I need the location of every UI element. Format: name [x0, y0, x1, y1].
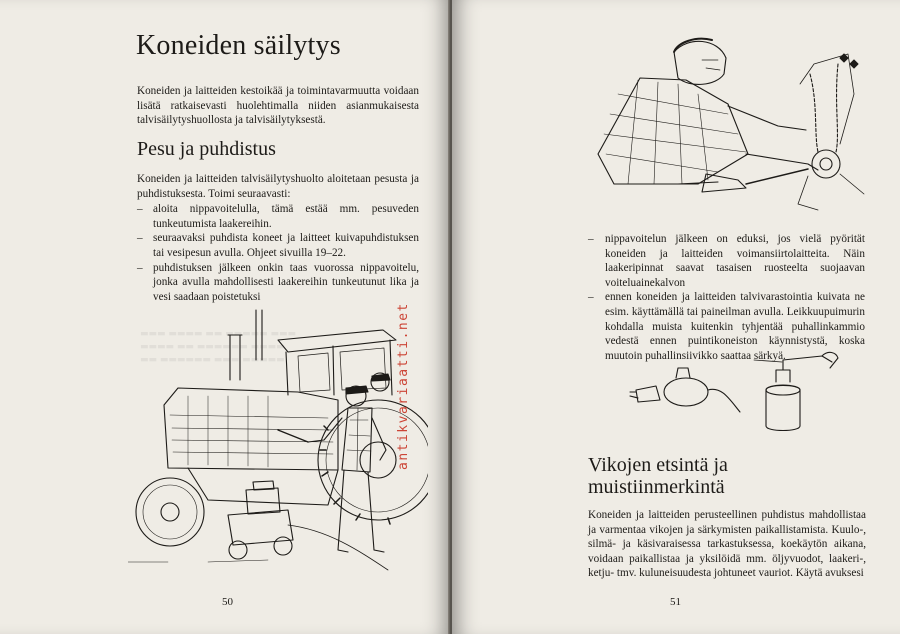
list-item: – ennen koneiden ja laitteiden talvivarastointia kuivata ne esim. käyttämällä tai paineilman avulla. Leikkuupuimurin kohdalla muista kuitenkin tyhjentää puhallinkammio vedestä ennen puintikoneiston käynnistystä, koska muutoin puhallinsiivikko saattaa särkyä.: [588, 290, 865, 363]
section-body-vikojen: Koneiden ja laitteiden perusteellinen puhdistus mahdollistaa ja varmentaa vikojen ja särkymisten paikallistamista. Kuulo-, silmä- ja käsivaraisessa tarkastuksessa, koekäytön aikana, voidaan paikallistaa ja yksilöidä mm. öljyvuodot, laakeri-, ketju- tmv. kuluneisuudesta johtuneet vauriot. Käytä avuksesi: [588, 509, 866, 580]
show-through-text: ▬▬▬ ▬▬▬▬ ▬▬ ▬▬▬▬▬ ▬▬▬ ▬▬▬▬ ▬▬ ▬▬▬▬▬▬ ▬▬▬▬ ▬▬ ▬▬▬▬▬▬ ▬▬▬ ▬▬▬▬▬: [140, 329, 297, 365]
grease-gun-illustration: [626, 360, 746, 420]
oil-can-illustration: [752, 346, 842, 436]
page-number-right: 51: [670, 596, 681, 608]
section-heading-pesu: Pesu ja puhdistus: [137, 138, 276, 160]
section-lead: Koneiden ja laitteiden talvisäilytyshuolto aloitetaan pesusta ja puhdistuksesta. Toimi seuraavasti:: [137, 173, 419, 200]
list-item: – puhdistuksen jälkeen onkin taas vuorossa nippavoitelu, jonka avulla mahdollisesti laakereihin tunkeutunut lika ja vesi saadaan poistetuksi: [137, 261, 419, 305]
list-item: – aloita nippavoitelulla, tämä estää mm. pesuveden tunkeutumista laakereihin.: [137, 202, 419, 231]
mechanic-oiling-illustration: [578, 34, 868, 214]
section-body-pesu: [137, 172, 419, 304]
bullet-list-left: [137, 202, 419, 304]
page-number-left: 50: [222, 596, 233, 608]
list-item: – nippavoitelun jälkeen on eduksi, jos vielä pyörität koneiden ja laitteiden voimansiirtolaitteita. Näin laakeripinnat saavat tasaisen ruosteelta suojaavan voiteluainekalvon: [588, 232, 865, 290]
section-heading-line-2: muistiinmerkintä: [588, 476, 725, 498]
page-title: Koneiden säilytys: [136, 30, 341, 61]
list-item: – seuraavaksi puhdista koneet ja laitteet kuivapuhdistuksen tai vesipesun avulla. Ohjeet sivuilla 19–22.: [137, 231, 419, 260]
section-heading-line-1: Vikojen etsintä ja: [588, 454, 728, 476]
bullet-list-right: [588, 232, 865, 363]
section-heading-vikojen: [588, 454, 838, 498]
tractor-washing-illustration: [128, 300, 428, 580]
intro-paragraph: Koneiden ja laitteiden kestoikää ja toimintavarmuutta voidaan lisätä ratkaisevasti huolehtimalla niiden asianmukaisesta talvisäilytyshuollosta ja talvisäilytyksestä.: [137, 85, 419, 127]
watermark-text: antikvariaatti.net: [396, 302, 411, 470]
